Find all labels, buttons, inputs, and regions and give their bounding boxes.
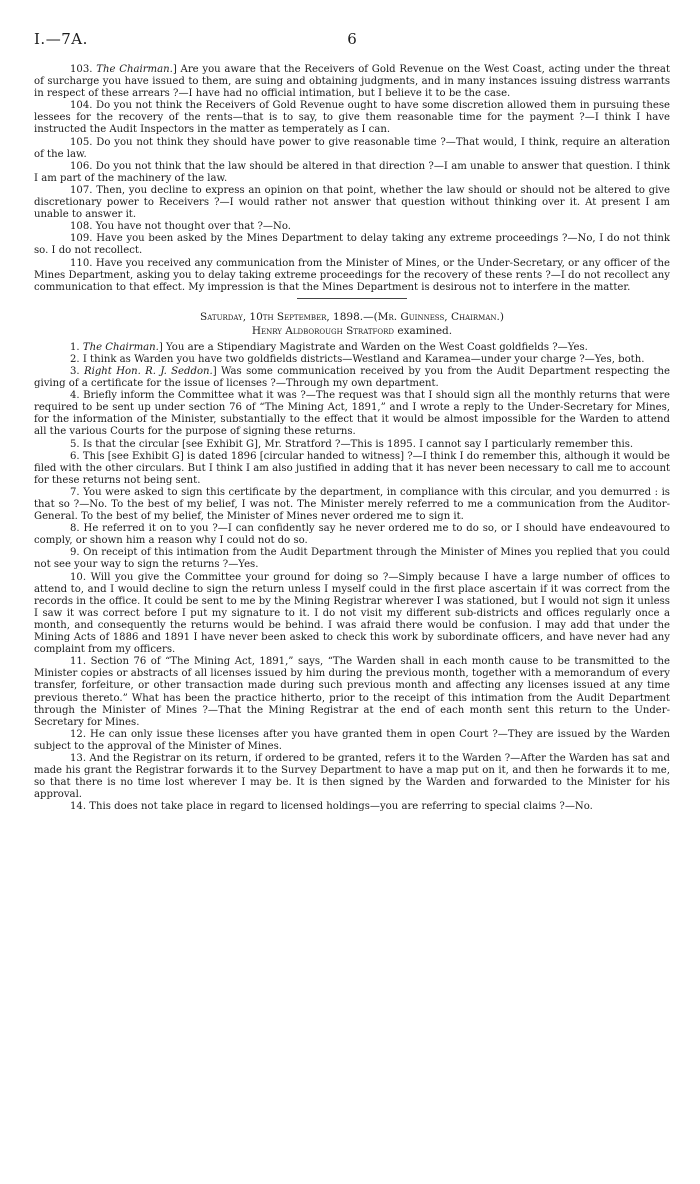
question-paragraph [34,547,670,571]
evidence-section-two [34,342,670,814]
question-number: 5. [70,438,80,450]
question-paragraph [34,354,670,366]
question-paragraph [34,451,670,487]
question-text: Do you not think they should have power to give reasonable time ?—That would, I think, require an alteration of the law. [34,136,670,160]
question-paragraph [34,221,670,233]
question-number: 4. [70,390,80,402]
question-text: This [see Exhibit G] is dated 1896 [circular handed to witness] ?—I think I do remember this, although it would be filed with the other circulars. But I think I am also justified in adding that it has never been necessary to call me to account for these returns not being sent. [34,450,670,486]
question-text: Do you not think the Receivers of Gold Revenue ought to have some discretion allowed them in pursuing these lessees for the recovery of the rents—that is to say, to give them reasonable time for the payment ?—I think I have instructed the Audit Inspectors in the matter as temperately as I can. [34,100,670,136]
question-number: 105. [70,136,93,148]
question-number: 3. [70,365,80,377]
question-number: 104. [70,100,93,112]
question-text: I think as Warden you have two goldfields districts—Westland and Karamea—under your charge ?—Yes, both. [82,353,645,365]
question-text: This does not take place in regard to licensed holdings—you are referring to special claims ?—No. [89,801,593,813]
speaker-name: The Chairman. [96,64,173,75]
question-paragraph [34,185,670,221]
question-text: ] Was some communication received by you from the Audit Department respecting the giving of a certificate for the issue of licenses ?—Through my own department. [34,365,670,390]
question-number: 13. [70,752,87,764]
page-header [34,30,670,64]
witness-name: Henry Aldborough Stratford [251,324,395,337]
question-number: 1. [70,341,80,353]
question-text: Have you been asked by the Mines Department to delay taking any extreme proceedings ?—No, I do not think so. I do not recollect. [34,233,670,257]
question-number: 7. [70,486,80,498]
question-number: 6. [70,450,80,462]
question-paragraph [34,100,670,136]
question-paragraph [34,342,670,354]
question-number: 10. [70,571,87,583]
question-number: 2. [70,353,80,365]
question-paragraph [34,390,670,438]
question-number: 107. [70,184,93,196]
question-text: On receipt of this intimation from the Audit Department through the Minister of Mines you replied that you could not see your way to sign the returns ?—Yes. [34,547,670,571]
speaker-name: The Chairman. [82,341,159,353]
question-text: Have you received any communication from the Minister of Mines, or the Under-Secretary, or any officer of the Mines Department, asking you to delay taking extreme proceedings for the recovery of these rents ?—I do not recollect any communication to that effect. My impression is that the Mines Department is desirous not to interfere in the matter. [34,257,670,293]
evidence-section-one [34,64,670,294]
question-text: ] You are a Stipendiary Magistrate and Warden on the West Coast goldfields ?—Yes. [158,341,588,353]
question-number: 106. [70,160,93,172]
page-number: 6 [347,30,357,48]
section-divider [297,298,407,299]
question-number: 12. [70,728,87,740]
document-page [34,30,670,813]
question-paragraph [34,161,670,185]
question-text: Will you give the Committee your ground for doing so ?—Simply because I have a large number of offices to attend to, and I would decline to sign the return unless I myself could in the first place ascertain if it was correct from the records in the office. It could be sent to me by the Mining Registrar wherever I was stationed, but I would not sign it unless I saw it was correct before I put my signature to it. I do not visit my different sub-districts and offices regularly once a month, and consequently the returns would be behind. I was afraid there would be confusion. I may add that under the Mining Acts of 1886 and 1891 I have never been asked to check this work by subordinate officers, and have never had any complaint from my officers. [34,571,670,656]
question-paragraph [34,487,670,523]
question-number: 103. [70,64,93,75]
question-paragraph [34,258,670,294]
question-paragraph [34,523,670,547]
question-text: ] Are you aware that the Receivers of Gold Revenue on the West Coast, acting under the threat of surcharge you have issued to them, are suing and obtaining judgments, and in many instances issuing distress warrants in respect of these arrears ?—I have had no official intimation, but I believe it to be the case. [34,64,670,100]
question-text: Is that the circular [see Exhibit G], Mr. Stratford ?—This is 1895. I cannot say I particularly remember this. [82,438,634,450]
session-heading: Saturday, 10th September, 1898.—(Mr. Guinness, Chairman.) [200,310,504,323]
document-reference: I.—7A. [34,30,88,48]
question-paragraph [34,137,670,161]
question-number: 14. [70,801,87,813]
question-text: Do you not think that the law should be altered in that direction ?—I am unable to answer that question. I think I am part of the machinery of the law. [34,160,670,184]
question-paragraph [34,439,670,451]
question-text: He referred it on to you ?—I can confidently say he never ordered me to do so, or I should have endeavoured to comply, or shown him a reason why I could not do so. [34,523,670,547]
witness-heading [34,324,670,338]
question-text: And the Registrar on its return, if ordered to be granted, refers it to the Warden ?—After the Warden has sat and made his grant the Registrar forwards it to the Survey Department to have a map put on it, and then he forwards it to me, so that there is no time lost wherever I may be. It is then signed by the Warden and forwarded to the Minister for his approval. [34,752,670,801]
question-number: 108. [70,221,93,233]
question-paragraph [34,366,670,390]
question-text: Section 76 of “The Mining Act, 1891,” says, “The Warden shall in each month cause to be transmitted to the Minister copies or abstracts of all licenses issued by him during the previous month, together with a memorandum of every transfer, forfeiture, or other transaction made during such previous month and affecting any licenses issued at any time previous thereto.” What has been the practice hitherto, prior to the receipt of this intimation from the Audit Department through the Minister of Mines ?—That the Mining Registrar at the end of each month sent this return to the Under-Secretary for Mines. [34,656,670,728]
question-paragraph [34,64,670,100]
question-text: You have not thought over that ?—No. [95,221,291,233]
question-number: 11. [70,656,87,668]
question-text: Briefly inform the Committee what it was ?—The request was that I should sign all the monthly returns that were required to be sent up under section 76 of “The Mining Act, 1891,” and I wrote a reply to the Under-Secretary for Mines, for the information of the Minister, substantially to the effect that it would be almost impossible for the Warden to attend all the various Courts for the purpose of signing these returns. [34,390,670,438]
question-paragraph [34,656,670,729]
question-paragraph [34,801,670,813]
question-number: 8. [70,523,80,535]
question-paragraph [34,753,670,801]
speaker-name: Right Hon. R. J. Seddon. [84,365,213,377]
question-text: He can only issue these licenses after you have granted them in open Court ?—They are issued by the Warden subject to the approval of the Minister of Mines. [34,728,670,752]
question-paragraph [34,729,670,753]
question-paragraph [34,572,670,657]
question-number: 9. [70,547,80,559]
question-text: You were asked to sign this certificate by the department, in compliance with this circular, and you demurred : is that so ?—No. To the best of my belief, I was not. The Minister merely referred to me a communication from the Auditor-General. To the best of my belief, the Minister of Mines never ordered me to sign it. [34,486,670,523]
question-text: Then, you decline to express an opinion on that point, whether the law should or should not be altered to give discretionary power to Receivers ?—I would rather not answer that question without thinking over it. At present I am unable to answer it. [34,184,670,221]
witness-examined: examined. [394,324,453,337]
question-number: 110. [70,257,93,269]
question-number: 109. [70,233,93,245]
question-paragraph [34,233,670,257]
